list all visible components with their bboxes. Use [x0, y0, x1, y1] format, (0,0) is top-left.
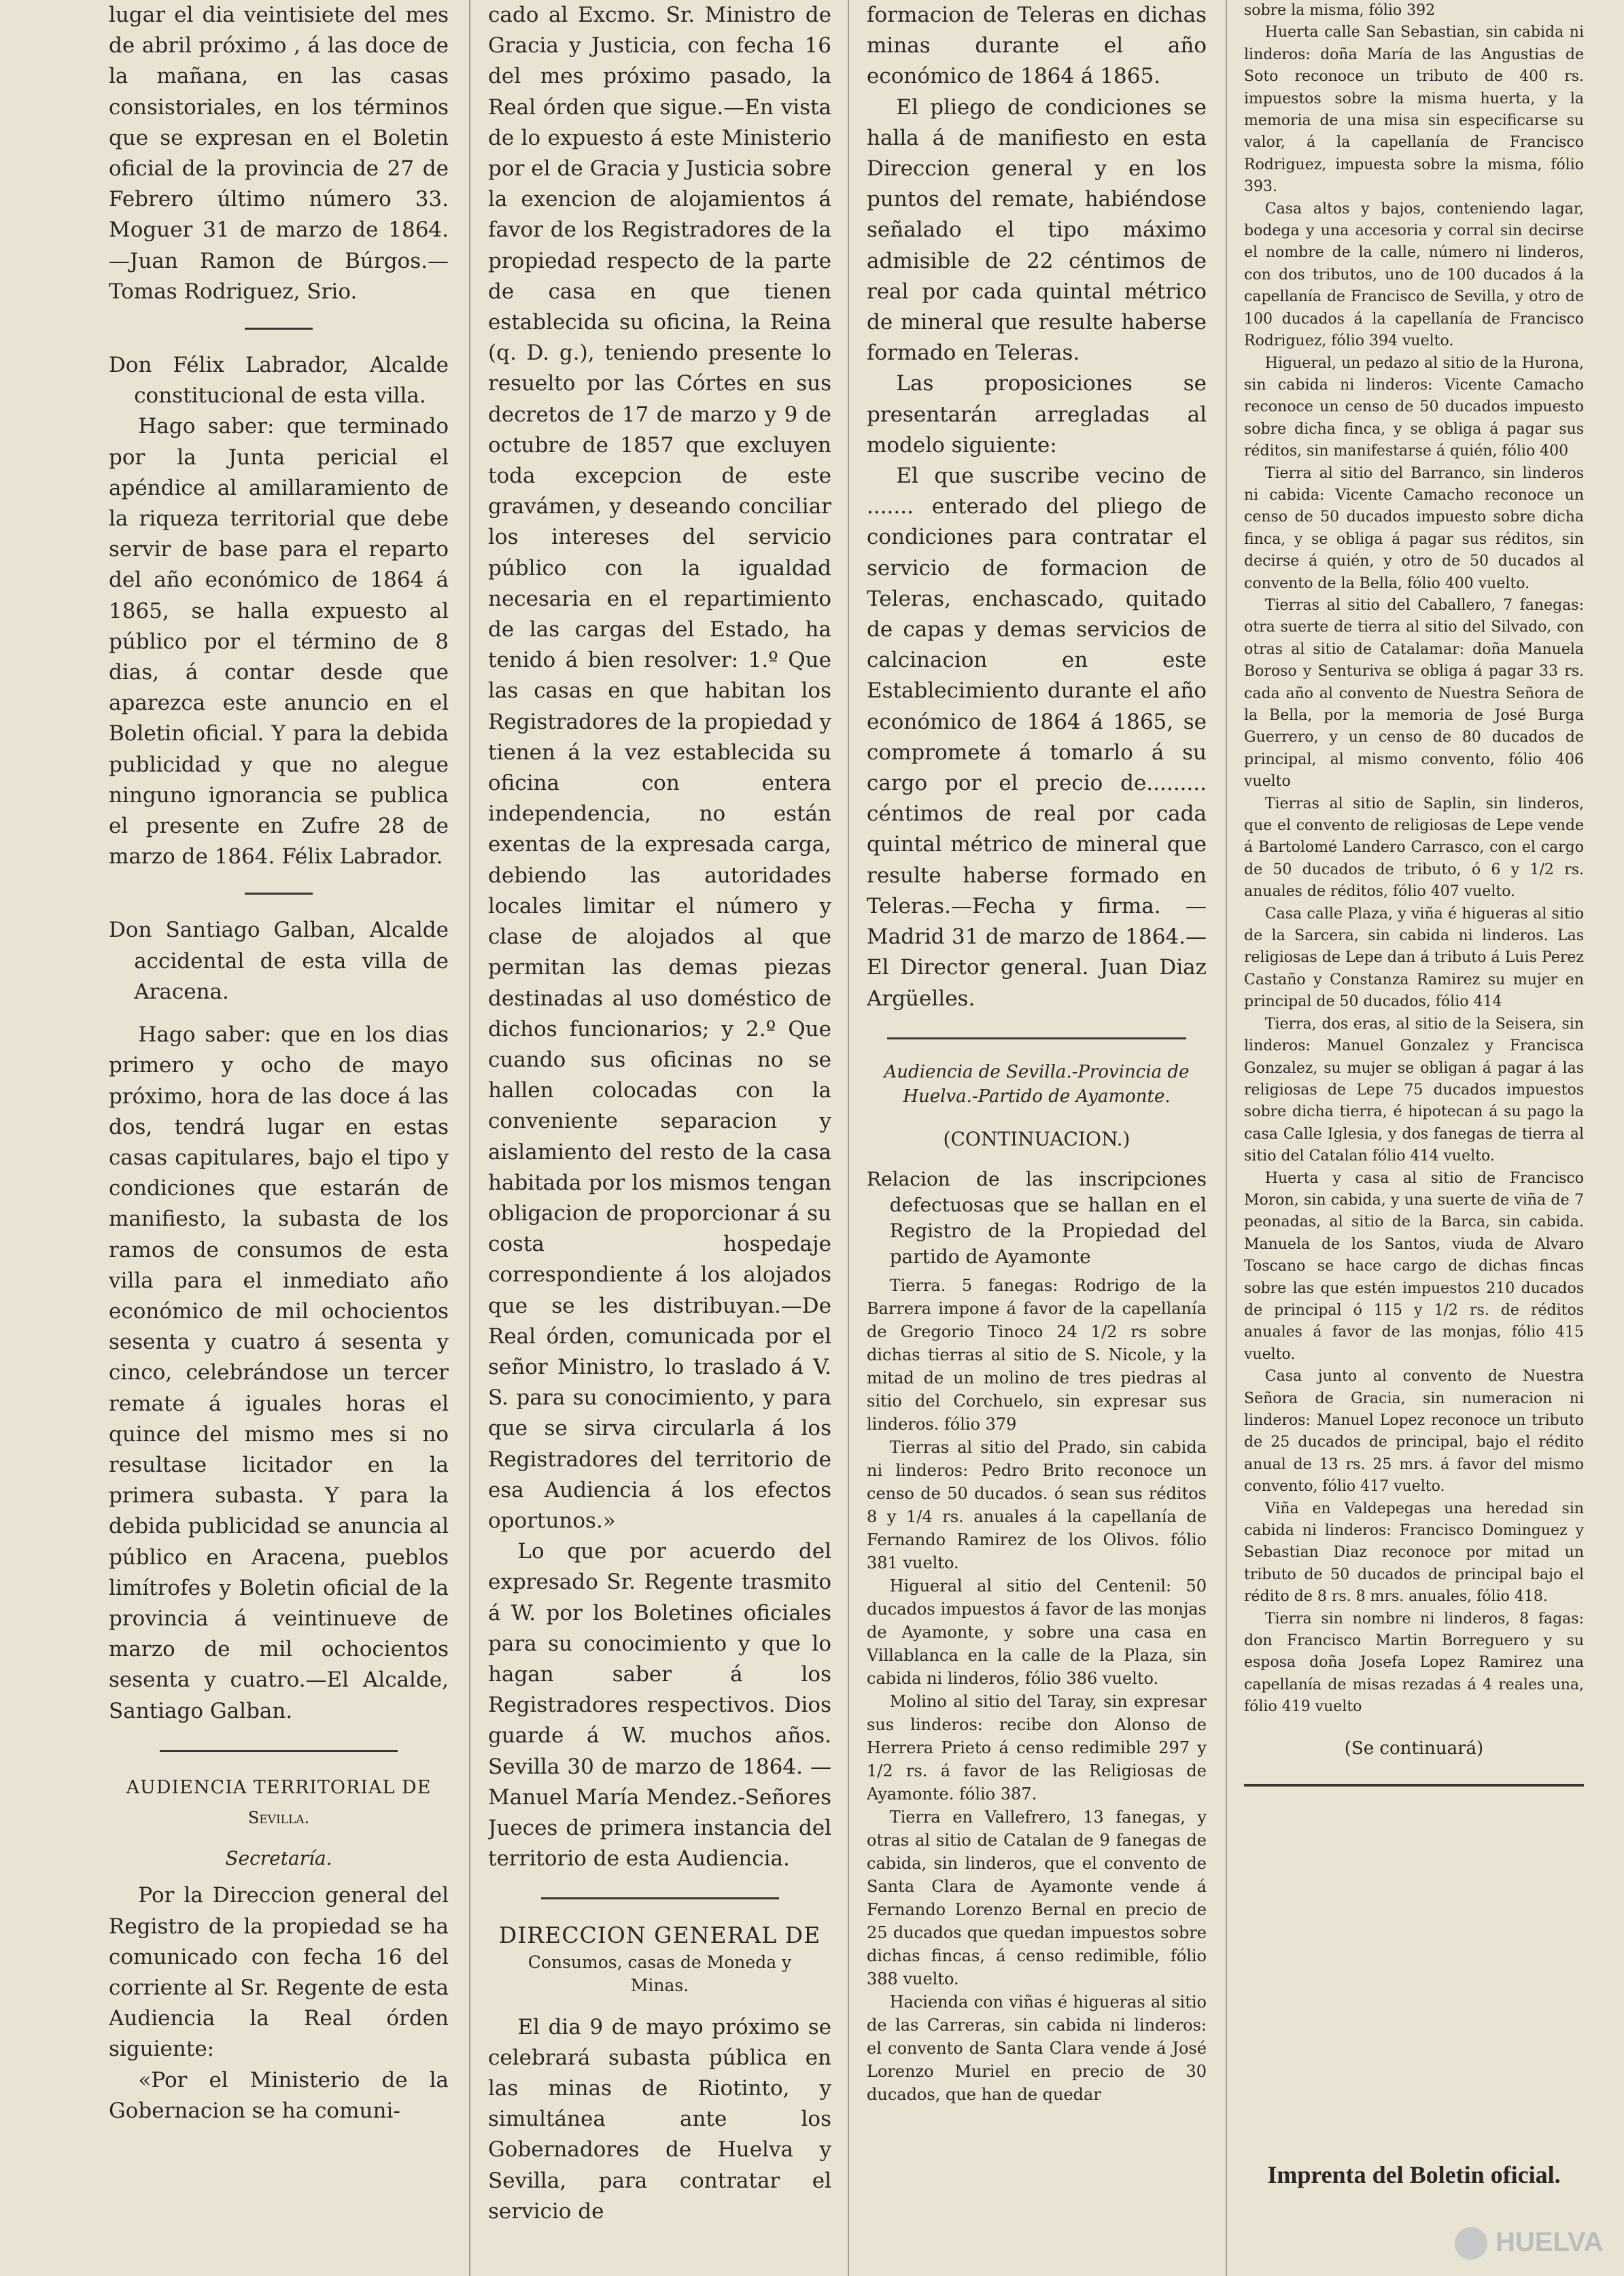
separator: [160, 1750, 398, 1752]
separator: [541, 1897, 779, 1899]
printer-imprint: Imprenta del Boletin oficial.: [1267, 2161, 1561, 2188]
column-2: [488, 0, 831, 2227]
list-item: Tierras al sitio del Caballero, 7 fanegas: otra suerte de tierra al sitio del Silvado, con otras al sitio de Catalamar: doña Manuela Boroso y Senturiva se obliga á pagar 33 rs. cada año al convento de Nuestra Señora de la Bella, por la memoria de José Burga Guerrero, y un censo de 80 ducados de principal, al mismo convento, fólio 406 vuelto: [1244, 596, 1584, 791]
list-item: Tierra, dos eras, al sitio de la Seisera, sin linderos: Manuel Gonzalez y Francisca Gonzalez, su mujer se obligan á pagar á las religiosas de Lepe 75 ducados impuestos sobre dicha tierra, é hipotecan á su pago la casa Calle Iglesia, y dos fanegas de tierra al sitio del Catalan fólio 414 vuelto.: [1244, 1015, 1584, 1165]
list-item: Huerta y casa al sitio de Francisco Moron, sin cabida, y una suerte de viña de 7 peonadas, al sitio de la Barca, sin cabida. Manuela de los Santos, viuda de Alvaro Toscano se hace cargo de dichas fincas sobre las que estén impuestos 210 ducados de principal ó 115 y 1/2 rs. de réditos anuales á favor de las monjas, fólio 415 vuelto.: [1244, 1169, 1584, 1363]
section-heading: Audiencia de Sevilla.-Provincia de Huelva.-Partido de Ayamonte.: [884, 1061, 1190, 1107]
continuation-note: (Se continuará): [1344, 1738, 1484, 1759]
section-subheading: (CONTINUACION.): [943, 1127, 1130, 1150]
section-heading: DIRECCION GENERAL DE: [498, 1922, 821, 1949]
list-item: Hacienda con viñas é higueras al sitio de las Carreras, sin cabida ni linderos: el convento de Santa Clara vende á José Lorenzo Muriel en precio de 30 ducados, que han de quedar: [867, 1992, 1207, 2104]
column-rule: [1226, 0, 1227, 2276]
separator: [1244, 1784, 1584, 1787]
separator: [245, 328, 313, 330]
column-rule: [469, 0, 470, 2276]
paragraph: cado al Excmo. Sr. Ministro de Gracia y Justicia, con fecha 16 del mes próximo pasado, la Real órden que sigue.—En vista de lo expuesto á este Ministerio por el de Gracia y Justicia sobre la exencion de alojamientos á favor de los Registradores de la propiedad respecto de la parte de casa en que tienen establecida su oficina, la Reina (q. D. g.), teniendo presente lo resuelto por las Córtes en sus decretos de 17 de marzo y 9 de octubre de 1857 que excluyen toda excepcion de este gravámen, y deseando conciliar los intereses del servicio público con la igualdad necesaria en el repartimiento de las cargas del Estado, ha tenido á bien resolver: 1.º Que las casas en que habitan los Registradores de la propiedad y tienen á la vez establecida su oficina con entera independencia, no están exentas de la expresada carga, debiendo las autoridades locales limitar el número y clase de alojados al que permitan las demas piezas destinadas al uso doméstico de dichos funcionarios; y 2.º Que cuando sus oficinas no se hallen colocadas con la conveniente separacion y aislamiento del resto de la casa habitada por los mismos tengan obligacion de proporcionar á su costa hospedaje correspondiente á los alojados que se les distribuyan.—De Real órden, comunicada por el señor Ministro, lo traslado á V. S. para su conocimiento, y para que se sirva circularla á los Registradores del territorio de esa Audiencia á los efectos oportunos.»: [488, 3, 831, 1533]
separator: [245, 893, 313, 895]
section-subheading: Sevilla.: [247, 1808, 310, 1827]
list-item: Tierra sin nombre ni linderos, 8 fagas: don Francisco Martin Borreguero y su esposa doña Josefa Lopez Ramirez una capellanía de misas rezadas á 4 reales una, fólio 419 vuelto: [1244, 1610, 1584, 1716]
list-item: Huerta calle San Sebastian, sin cabida ni linderos: doña María de las Angustias de Soto reconoce un tributo de 400 rs. impuestos sobre la misma huerta, y la memoria de una misa sin especificarse su valor, á la capellanía de Francisco Rodriguez, impuesta sobre la misma, fólio 393.: [1244, 24, 1584, 196]
section-subheading: Consumos, casas de Moneda y Minas.: [528, 1952, 792, 1995]
entries-list: [867, 1274, 1207, 2106]
list-item: Tierras al sitio de Saplin, sin linderos, que el convento de religiosas de Lepe vende á Bartolomé Landero Carrasco, con el cargo de 50 ducados de tributo, ó 6 y 1/2 rs. anuales de réditos, fólio 407 vuelto.: [1244, 795, 1584, 901]
list-item: sobre la misma, fólio 392: [1244, 2, 1436, 19]
list-item: Casa altos y bajos, conteniendo lagar, bodega y una accesoria y corral sin decirse el nombre de la calle, número ni linderos, con dos tributos, uno de 100 ducados á la capellanía de Francisco de Sevilla, y otro de 100 ducados á la capellanía de Francisco Rodriguez, fólio 394 vuelto.: [1244, 200, 1584, 350]
paragraph: Hago saber: que terminado por la Junta pericial el apéndice al amillaramiento de la riqueza territorial que debe servir de base para el reparto del año económico de 1864 á 1865, se halla expuesto al público por el término de 8 dias, á contar desde que aparezca este anuncio en el Boletin oficial. Y para la debida publicidad y que no alegue ninguno ignorancia se publica el presente en Zufre 28 de marzo de 1864. Félix Labrador.: [109, 414, 449, 869]
list-item: Casa junto al convento de Nuestra Señora de Gracia, sin numeracion ni linderos: Manuel Lopez reconoce un tributo de 25 ducados de principal, bajo el rédito anual de 13 rs. 25 mrs. á favor del mismo convento, fólio 417 vuelto.: [1244, 1368, 1584, 1496]
list-item: Tierra en Vallefrero, 13 fanegas, y otras al sitio de Catalan de 9 fanegas de cabida, sin linderos, que el convento de Santa Clara de Ayamonte vende á Fernando Lorenzo Bernal en precio de 25 ducados que quedan impuestos sobre dichas fincas, á censo redimible, fólio 388 vuelto.: [867, 1807, 1207, 1988]
watermark-text: HUELVA: [1496, 2227, 1604, 2257]
paragraph: lugar el dia veintisiete del mes de abril próximo , á las doce de la mañana, en las casas consistoriales, en los términos que se expresan en el Boletin oficial de la provincia de 27 de Febrero último número 33. Moguer 31 de marzo de 1864.—Juan Ramon de Búrgos.—Tomas Rodriguez, Srio.: [109, 3, 449, 304]
paragraph: formacion de Teleras en dichas minas durante el año económico de 1864 á 1865.: [867, 3, 1207, 89]
paragraph: «Por el Ministerio de la Gobernacion se ha comuni-: [109, 2067, 449, 2123]
list-item: Tierra. 5 fanegas: Rodrigo de la Barrera impone á favor de la capellanía de Gregorio Tinoco 24 1/2 rs sobre dichas tierras al sitio de S. Nicole, y la mitad de un molino de tres piedras al sitio del Corchuelo, sin expresar sus linderos. fólio 379: [867, 1275, 1207, 1434]
column-1: [109, 0, 449, 2126]
paragraph: Lo que por acuerdo del expresado Sr. Regente trasmito á W. por los Boletines oficiales para su conocimiento y que lo hagan saber á los Registradores respectivos. Dios guarde á W. muchos años. Sevilla 30 de marzo de 1864. —Manuel María Mendez.-Señores Jueces de primera instancia del territorio de esta Audiencia.: [488, 1539, 831, 1872]
watermark-logo: [1448, 2223, 1604, 2264]
list-item: Molino al sitio del Taray, sin expresar sus linderos: recibe don Alonso de Herrera Prieto á censo redimible 297 y 1/2 rs. á favor de las Religiosas de Ayamonte. fólio 387.: [867, 1691, 1207, 1804]
list-item: Tierra al sitio del Barranco, sin linderos ni cabida: Vicente Camacho reconoce un censo de 50 ducados impuesto sobre dicha finca, y se obliga á pagar sus réditos, sin decirse á quién, y otro de 50 ducados al convento de la Bella, fólio 400 vuelto.: [1244, 464, 1584, 592]
section-heading: Relacion de las inscripciones defectuosas que se hallan en el Registro de la Propiedad del partido de Ayamonte: [867, 1167, 1207, 1268]
column-3: [867, 0, 1207, 2106]
paragraph: Hago saber: que en los dias primero y ocho de mayo próximo, hora de las doce á las dos, tendrá lugar en estas casas capitulares, bajo el tipo y condiciones que estarán de manifiesto, la subasta de los ramos de consumos de esta villa para el inmediato año económico de mil ochocientos sesenta y cuatro á sesenta y cinco, celebrándose un tercer remate á iguales horas el quince del mismo mes si no resultase licitador en la primera subasta. Y para la debida publicidad se anuncia al público en Aracena, pueblos limítrofes y Boletin oficial de la provincia á veintinueve de marzo de mil ochocientos sesenta y cuatro.—El Alcalde, Santiago Galban.: [109, 1022, 449, 1723]
list-item: Higueral al sitio del Centenil: 50 ducados impuestos á favor de las monjas de Ayamonte, y sobre una casa en Villablanca en la calle de la Plaza, sin cabida ni linderos, fólio 386 vuelto.: [867, 1576, 1207, 1688]
section-subheading: Secretaría.: [225, 1847, 332, 1870]
list-item: Viña en Valdepegas una heredad sin cabida ni linderos: Francisco Dominguez y Sebastian Diaz reconoce por mitad un tributo de 50 ducados de principal bajo el rédito de 8 rs. 8 mrs. anuales, fólio 418.: [1244, 1500, 1584, 1606]
list-item: Tierras al sitio del Prado, sin cabida ni linderos: Pedro Brito reconoce un censo de 50 ducados. ó sean sus réditos 8 y 1/4 rs. anuales á la capellanía de Fernando Ramirez de los Olivos. fólio 381 vuelto.: [867, 1437, 1207, 1572]
paragraph: Las proposiciones se presentarán arregladas al modelo siguiente:: [867, 371, 1207, 458]
notice-title: Don Félix Labrador, Alcalde constitucional de esta villa.: [109, 353, 449, 409]
paragraph: Por la Direccion general del Registro de la propiedad se ha comunicado con fecha 16 del corriente al Sr. Regente de esta Audiencia la Real órden siguiente:: [109, 1883, 449, 2062]
paragraph: El que suscribe vecino de ....... enterado del pliego de condiciones para contratar el servicio de formacion de Teleras, enchascado, quitado de capas y demas servicios de calcinacion en este Establecimiento durante el año económico de 1864 á 1865, se compromete á tomarlo á su cargo por el precio de......... céntimos de real por cada quintal métrico de mineral que resulte haberse formado en Teleras.—Fecha y firma. —Madrid 31 de marzo de 1864.—El Director general. Juan Diaz Argüelles.: [867, 464, 1207, 1011]
notice-title: Don Santiago Galban, Alcalde accidental de esta villa de Aracena.: [109, 918, 449, 1004]
column-rule: [848, 0, 849, 2276]
list-item: Higueral, un pedazo al sitio de la Hurona, sin cabida ni linderos: Vicente Camacho reconoce un censo de 50 ducados impuesto sobre dicha finca, y se obliga á pagar sus réditos, sin manifestarse á quién, fólio 400: [1244, 354, 1584, 460]
section-heading: AUDIENCIA TERRITORIAL DE: [126, 1776, 432, 1798]
shield-icon: [1455, 2227, 1487, 2260]
separator: [887, 1037, 1186, 1039]
list-item: Casa calle Plaza, y viña é higueras al sitio de la Sarcera, sin cabida ni linderos. Las religiosas de Lepe dan á tributo á Luis Perez Castaño y Constanza Ramirez su mujer en principal de 50 ducados, fólio 414: [1244, 905, 1584, 1011]
paragraph: El dia 9 de mayo próximo se celebrará subasta pública en las minas de Riotinto, y simultánea ante los Gobernadores de Huelva y Sevilla, para contratar el servicio de: [488, 2014, 831, 2224]
paragraph: El pliego de condiciones se halla á de manifiesto en esta Direccion general y en los puntos del remate, habiéndose señalado el tipo máximo admisible de 22 céntimos de real por cada quintal métrico de mineral que resulte haberse formado en Teleras.: [867, 94, 1207, 366]
column-4: [1244, 0, 1584, 1807]
